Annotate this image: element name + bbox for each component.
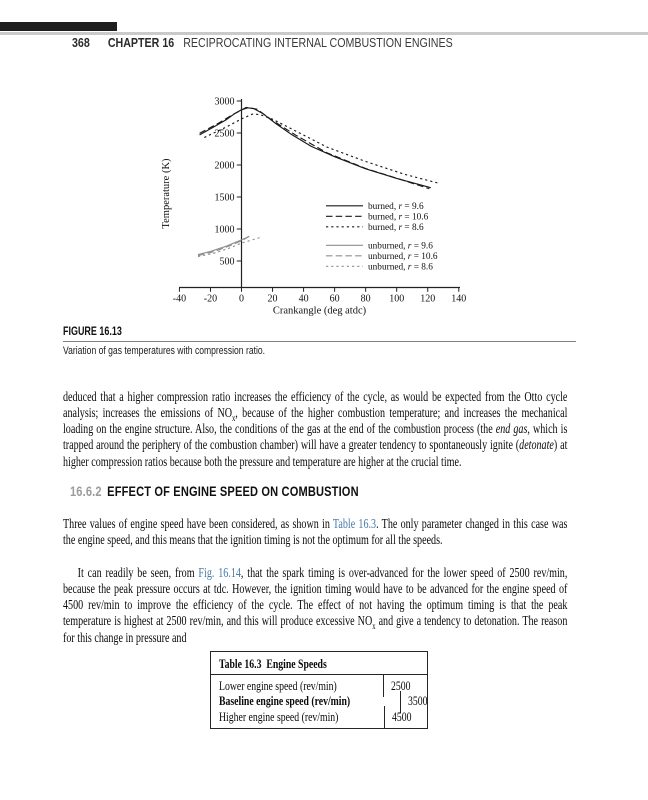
paragraph-compression-ratio bbox=[63, 389, 567, 470]
x-tick-label: 80 bbox=[360, 293, 371, 305]
curve-burned-r8.6 bbox=[204, 114, 438, 183]
row-value: 3500 bbox=[407, 693, 428, 709]
row-label: Lower engine speed (rev/min) bbox=[219, 677, 337, 693]
cross-reference-link[interactable]: Table 16.3 bbox=[332, 515, 377, 531]
top-left-black-bar bbox=[0, 22, 117, 31]
table-row bbox=[211, 709, 427, 725]
emphasis-text: detonate bbox=[519, 437, 554, 453]
x-tick-label: 140 bbox=[451, 293, 467, 305]
legend-entry: burned, r = 10.6 bbox=[368, 212, 429, 223]
row-label: Baseline engine speed (rev/min) bbox=[219, 693, 351, 709]
row-label: Higher engine speed (rev/min) bbox=[219, 708, 339, 724]
cross-reference-link[interactable]: Fig. 16.14 bbox=[198, 564, 241, 580]
emphasis-text: end gas bbox=[495, 421, 528, 437]
x-tick-label: -40 bbox=[172, 293, 187, 305]
body-text: , because of the higher combustion temperature; and increases the mechanical loading on the engine structure. Also, the conditions of the gas at the end of the combustion process (the bbox=[63, 405, 568, 437]
body-text: ) at higher compression ratios because both the pressure and temperature are higher at the crucial time. bbox=[63, 437, 568, 469]
y-tick-label: 1000 bbox=[214, 224, 235, 236]
table-row bbox=[211, 678, 427, 694]
body-text: Three values of engine speed have been considered, as shown in bbox=[63, 515, 333, 531]
table-title-label: Table 16.3 bbox=[219, 655, 262, 671]
body-text: and give a tendency to detonation. The reason for this change in pressure and bbox=[63, 613, 568, 645]
legend-entry: burned, r = 8.6 bbox=[368, 223, 424, 233]
chapter-label: CHAPTER 16 bbox=[107, 35, 175, 50]
y-axis-label: Temperature (K) bbox=[161, 158, 172, 229]
body-text: It can readily be seen, from bbox=[77, 564, 199, 580]
legend-entry: unburned, r = 8.6 bbox=[368, 262, 433, 273]
body-text: deduced that a higher compression ratio increases the efficiency of the cycle, as would be expected from the Otto cycle analysis; increases the emissions of NO bbox=[63, 388, 568, 420]
table-title-text: Engine Speeds bbox=[266, 655, 327, 671]
x-tick-label: -20 bbox=[203, 293, 218, 305]
y-tick-label: 1500 bbox=[214, 192, 235, 204]
curve-burned-r9.6 bbox=[200, 108, 431, 188]
legend-entry: burned, r = 9.6 bbox=[368, 202, 424, 212]
subscript-text: x bbox=[232, 412, 236, 423]
y-tick-label: 500 bbox=[219, 256, 235, 268]
section-title: EFFECT OF ENGINE SPEED ON COMBUSTION bbox=[107, 484, 359, 500]
x-tick-label: 0 bbox=[239, 293, 244, 305]
legend-entry: unburned, r = 10.6 bbox=[368, 252, 438, 262]
x-tick-label: 60 bbox=[329, 293, 340, 305]
row-value: 4500 bbox=[392, 708, 412, 724]
body-text: , that the spark timing is over-advanced for the lower speed of 2500 rev/min, because the peak pressure occurs at tdc. However, the ignition timing would have to be advanced for the engine speed of 4500 rev/min to improve the efficiency of the cycle. The effect of not having the optimum timing is that the peak temperature is highest at 2500 rev/min, and this will produce excessive NO bbox=[63, 564, 568, 629]
table-body bbox=[211, 675, 427, 728]
x-tick-label: 40 bbox=[298, 293, 309, 305]
section-number: 16.6.2 bbox=[70, 484, 102, 500]
body-text: , which is trapped around the periphery of the combustion chamber) will have a greater tendency to spontaneously ignite ( bbox=[63, 421, 568, 453]
table-16-3 bbox=[210, 651, 428, 729]
page-number: 368 bbox=[72, 35, 90, 50]
body-text: . The only parameter changed in this case was the engine speed, and this means that the ignition timing is not the optimum for all the speeds. bbox=[63, 515, 568, 547]
running-header bbox=[72, 36, 597, 50]
figure-16-13-chart bbox=[95, 85, 535, 320]
figure-caption-rule bbox=[63, 341, 576, 342]
section-heading bbox=[70, 484, 359, 500]
table-title bbox=[211, 652, 427, 675]
x-tick-label: 120 bbox=[420, 293, 436, 305]
figure-label: FIGURE 16.13 bbox=[63, 326, 122, 338]
y-tick-label: 2500 bbox=[214, 128, 235, 140]
y-tick-label: 3000 bbox=[214, 96, 235, 108]
row-value: 2500 bbox=[391, 677, 411, 693]
figure-caption: Variation of gas temperatures with compression ratio. bbox=[63, 345, 266, 357]
legend-entry: unburned, r = 9.6 bbox=[368, 241, 433, 252]
paragraph-spark-timing bbox=[63, 565, 567, 646]
chapter-title: RECIPROCATING INTERNAL COMBUSTION ENGINES bbox=[183, 35, 453, 50]
x-tick-label: 100 bbox=[389, 293, 405, 305]
subscript-text: x bbox=[372, 621, 376, 632]
paragraph-engine-speeds bbox=[63, 516, 567, 548]
x-axis-label: Crankangle (deg atdc) bbox=[272, 305, 367, 317]
x-tick-label: 20 bbox=[267, 293, 278, 305]
y-tick-label: 2000 bbox=[214, 160, 235, 172]
